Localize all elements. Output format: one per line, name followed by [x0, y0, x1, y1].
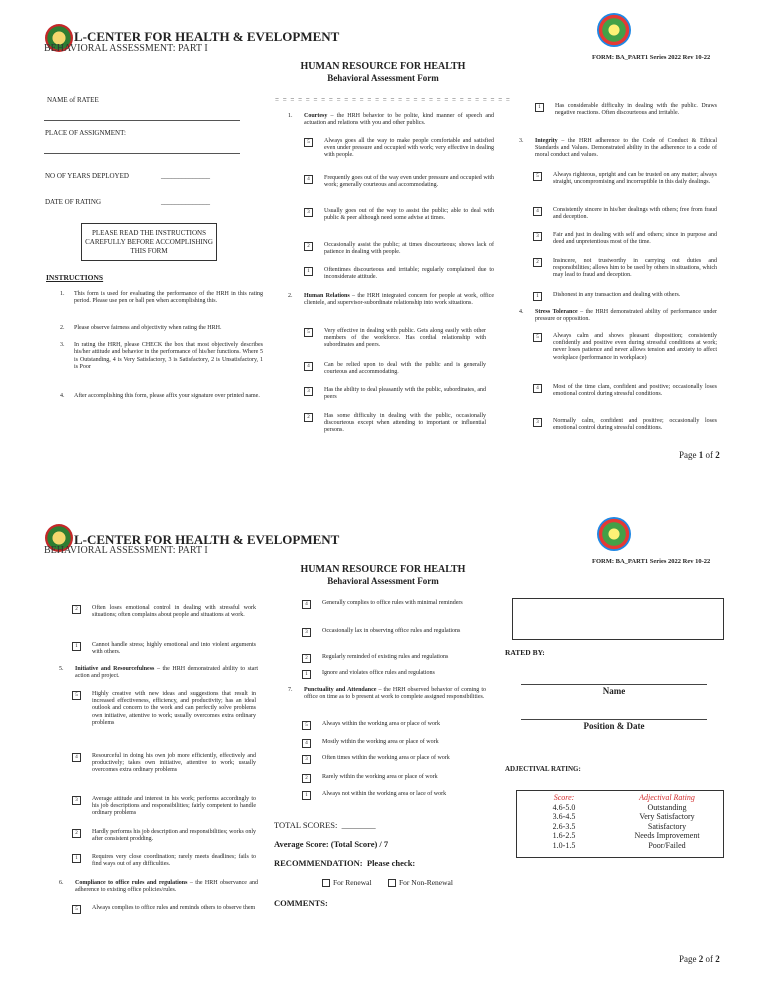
signature-box[interactable]: [512, 598, 724, 640]
years-deployed-field[interactable]: ______________: [161, 172, 210, 180]
rating-checkbox[interactable]: 5: [72, 691, 81, 700]
courtesy-option: 1 Oftentimes discourteous and irritable; regularly complained due to inconsiderate attitude.: [324, 267, 494, 281]
rating-checkbox[interactable]: 2: [72, 829, 81, 838]
rating-checkbox[interactable]: 1: [533, 292, 542, 301]
criterion-punctuality: 7. Punctuality and Attendance – the HRH observed behavior of coming to office on time as to b present at work to complete assigned responsibilities.: [288, 687, 487, 701]
non-renewal-option[interactable]: For Non-Renewal: [388, 878, 453, 887]
rating-checkbox[interactable]: 3: [72, 796, 81, 805]
score-range: 1.6-2.5: [552, 831, 576, 841]
rating-checkbox[interactable]: 4: [304, 175, 313, 184]
human-relations-option: 3 Has the ability to deal pleasantly with the public, subordinates, and peers: [324, 387, 486, 401]
assessment-part-subtitle: BEHAVIORAL ASSESSMENT: PART I: [44, 43, 208, 54]
rating-checkbox[interactable]: 4: [304, 362, 313, 371]
human-relations-option: 4 Can be relied upon to deal with the public and is generally courteous and accommodating.: [324, 362, 486, 376]
punctuality-option: 1 Always not within the working area or lace of work: [322, 791, 486, 798]
integrity-option: 4 Consistently sincere in his/her dealings with others; free from fraud and deception.: [553, 207, 717, 221]
integrity-option: 5 Always righteous, upright and can be trusted on any matter; always straight, uncompromising and incorruptible in this daily dealings.: [553, 172, 717, 186]
compliance-option: 1 Ignore and violates office rules and regulations: [322, 670, 486, 677]
average-score-label: Average Score: (Total Score) / 7: [274, 839, 389, 849]
program-logo: [597, 517, 631, 551]
assessment-part-subtitle: BEHAVIORAL ASSESSMENT: PART I: [44, 545, 208, 556]
adjective-header: Adjectival Rating: [639, 793, 695, 802]
human-relations-option: 2 Has some difficulty in dealing with the public, occasionally discourteous except when attending to important or influential persons.: [324, 413, 486, 435]
score-range: 3.6-4.5: [552, 812, 576, 822]
criterion-initiative: 5. Initiative and Resourcefulness – the HRH demonstrated ability to start action and project.: [59, 666, 258, 680]
center-name: L-CENTER FOR HEALTH & EVELOPMENT: [74, 532, 340, 547]
rating-checkbox[interactable]: 3: [302, 628, 311, 637]
instruction-item: 3. In rating the HRH, please CHECK the box that most objectively describes his/her attitude and behavior in the performance of his/her functions. Where 5 is Outstanding, 4 is Very Satisfactory, 3 is Satisfactory, 2 is Unsatisfactory, 1 is Poor: [60, 342, 263, 370]
score-range: 2.6-3.5: [552, 821, 576, 831]
stress-option: 4 Most of the time clam, confident and positive; occasionally loses emotional control during stressful conditions.: [553, 384, 717, 398]
courtesy-option: 5 Always goes all the way to make people comfortable and satisfied even under pressure and occupied with work; very effective in dealing with people.: [324, 138, 494, 160]
adjective-value: Outstanding: [647, 802, 687, 812]
rated-by-label: RATED BY:: [505, 648, 545, 657]
total-scores-field[interactable]: ________: [341, 820, 376, 830]
punctuality-option: 5 Always within the working area or place of work: [322, 721, 486, 728]
stress-option: 1 Cannot handle stress; highly emotional and into violent arguments with others.: [92, 642, 256, 656]
score-range: 4.6-5.0: [552, 802, 576, 812]
center-name: L-CENTER FOR HEALTH & EVELOPMENT: [74, 29, 340, 44]
criterion-stress-tolerance: 4. Stress Tolerance – the HRH demonstrated ability of performance under pressure or opposition.: [519, 309, 717, 323]
criterion-compliance: 6. Compliance to office rules and regulations – the HRH observance and adherence to existing office policies/rules.: [59, 880, 258, 894]
rating-checkbox[interactable]: 2: [72, 605, 81, 614]
instruction-item: 2. Please observe fairness and objectivity when rating the HRH.: [60, 325, 222, 331]
stress-option: 5 Always calm and shows pleasant disposition; consistently confidently and positive even during stressful conditions at work; never loses patience and never allows tension and anxiety to affect workplace (performance in workplace): [553, 333, 717, 362]
rating-checkbox[interactable]: 2: [304, 413, 313, 422]
rating-checkbox[interactable]: 3: [533, 418, 542, 427]
rater-name-label: Name: [602, 686, 626, 696]
renewal-option[interactable]: For Renewal: [322, 878, 372, 887]
punctuality-option: 3 Often times within the working area or place of work: [322, 755, 486, 762]
rating-checkbox[interactable]: 2: [304, 242, 313, 251]
rating-checkbox[interactable]: 1: [72, 642, 81, 651]
rater-position-line[interactable]: [521, 719, 707, 720]
form-code: FORM: BA_PART1 Series 2022 Rev 10-22: [592, 54, 711, 61]
compliance-option: 5 Always complies to office rules and reminds others to observe them: [92, 905, 256, 912]
initiative-option: 5 Highly creative with new ideas and suggestions that result in increased effectiveness, efficiency, and productivity; has an ideal outlook and concern to the work and can perfectly solve problems own initiative, attentive to work; usually overcomes extra ordinary problems: [92, 691, 256, 727]
ratee-name-field[interactable]: [44, 120, 240, 121]
rating-checkbox[interactable]: 3: [533, 232, 542, 241]
integrity-option: 1 Dishonest in any transaction and dealing with others.: [553, 292, 717, 299]
rating-checkbox[interactable]: 3: [304, 387, 313, 396]
stress-option: 3 Normally calm, confident and positive; occasionally loses emotional control during stressful conditions.: [553, 418, 717, 432]
punctuality-option: 4 Mostly within the working area or place of work: [322, 739, 486, 746]
rating-checkbox[interactable]: 5: [72, 905, 81, 914]
read-instructions-notice: PLEASE READ THE INSTRUCTIONS CAREFULLY BEFORE ACCOMPLISHING THIS FORM: [81, 223, 217, 261]
non-renewal-checkbox[interactable]: [388, 879, 396, 887]
rater-name-line[interactable]: [521, 684, 707, 685]
human-relations-option: 1 Has considerable difficulty in dealing with the public. Draws negative reactions. Often discourteous and irritable.: [555, 103, 717, 117]
form-subtitle: Behavioral Assessment Form: [327, 576, 439, 586]
human-relations-option: 5 Very effective in dealing with public. Gets along easily with other members of the workforce. Has cordial relationship with subordinates and peers.: [324, 328, 486, 350]
integrity-option: 3 Fair and just in dealing with self and others; since in purpose and deed and unpretentious most of the time.: [553, 232, 717, 246]
adjective-value: Needs Improvement: [634, 831, 700, 841]
rating-checkbox[interactable]: 5: [304, 328, 313, 337]
form-subtitle: Behavioral Assessment Form: [327, 73, 439, 83]
score-range: 1.0-1.5: [552, 840, 576, 850]
ratee-name-label: NAME of RATEE: [47, 96, 99, 104]
assignment-field[interactable]: [44, 153, 240, 154]
rating-checkbox[interactable]: 1: [302, 791, 311, 800]
rating-checkbox[interactable]: 2: [302, 654, 311, 663]
rating-checkbox[interactable]: 4: [533, 384, 542, 393]
instruction-item: 1. This form is used for evaluating the performance of the HRH in this rating period. Please use pen or ball pen when accomplishing this.: [60, 291, 263, 305]
punctuality-option: 2 Rarely within the working area or place of work: [322, 774, 486, 781]
comments-label: COMMENTS:: [274, 898, 328, 908]
rating-checkbox[interactable]: 2: [302, 774, 311, 783]
rater-position-label: Position & Date: [583, 721, 645, 731]
rating-checkbox[interactable]: 4: [533, 207, 542, 216]
score-column: [517, 793, 611, 851]
adjective-value: Very Satisfactory: [639, 812, 695, 822]
initiative-option: 4 Resourceful in doing his own job more efficiently, effectively and productively; takes own initiative, attentive to work; usually overcomes extra ordinary problems: [92, 753, 256, 775]
form-main-title: HUMAN RESOURCE FOR HEALTH: [300, 61, 466, 72]
rating-checkbox[interactable]: 1: [304, 267, 313, 276]
rating-checkbox[interactable]: 3: [304, 208, 313, 217]
criterion-human-relations: 2. Human Relations – the HRH integrated concern for people at work, office clientele, and supervisor-subordinate relationship into work situations.: [288, 293, 494, 307]
rating-checkbox[interactable]: 1: [535, 103, 544, 112]
integrity-option: 2 Insincere, not trustworthy in carrying out duties and responsibilities; allows him to be used by others in situations, which may lead to fraud and deception.: [553, 258, 717, 280]
instructions-heading: INSTRUCTIONS: [46, 273, 104, 282]
program-logo: [597, 13, 631, 47]
rating-checkbox[interactable]: 4: [72, 753, 81, 762]
rating-checkbox[interactable]: 1: [302, 670, 311, 679]
assignment-label: PLACE OF ASSIGNMENT:: [45, 129, 126, 137]
criterion-courtesy: 1. Courtesy – the HRH behavior to be polite, kind manner of speech and actuation and relations with you and other publics.: [288, 113, 494, 127]
criterion-integrity: 3. Integrity – the HRH adherence to the Code of Conduct & Ethical Standards and Values. Demonstrated ability in the adherence to a code of moral conduct and values.: [519, 138, 717, 159]
initiative-option: 1 Requires very close coordination; rarely meets deadlines; fails to find ways out of any difficulties.: [92, 854, 256, 868]
page-number: Page 2 of 2: [679, 954, 720, 964]
initiative-option: 3 Average attitude and interest in his work; performs accordingly to his job descriptions and responsibilities; fairly competent to handle ordinary problems: [92, 796, 256, 818]
courtesy-option: 3 Usually goes out of the way to assist the public; able to deal with public & peer although need some advise at times.: [324, 208, 494, 222]
compliance-option: 2 Regularly reminded of existing rules and regulations: [322, 654, 486, 661]
form-code: FORM: BA_PART1 Series 2022 Rev 10-22: [592, 558, 711, 565]
separator-line: = = = = = = = = = = = = = = = = = = = = = = = = = = = = = = =: [275, 96, 511, 104]
rating-checkbox[interactable]: 3: [302, 755, 311, 764]
rating-checkbox[interactable]: 5: [533, 172, 542, 181]
compliance-option: 3 Occasionally lax in observing office rules and regulations: [322, 628, 486, 635]
compliance-option: 4 Generally complies to office rules with minimal reminders: [322, 600, 486, 607]
courtesy-option: 2 Occasionally assist the public; at times discourteous; shows lack of patience in dealing with people.: [324, 242, 494, 256]
rating-checkbox[interactable]: 1: [72, 854, 81, 863]
rating-date-field[interactable]: ______________: [161, 198, 210, 206]
rating-checkbox[interactable]: 5: [304, 138, 313, 147]
rating-checkbox[interactable]: 5: [533, 333, 542, 342]
form-page-1: [0, 0, 768, 500]
rating-checkbox[interactable]: 2: [533, 258, 542, 267]
adjective-value: Satisfactory: [647, 821, 687, 831]
renewal-checkbox[interactable]: [322, 879, 330, 887]
rating-checkbox[interactable]: 5: [302, 721, 311, 730]
adjectival-scale-table: [516, 790, 724, 858]
recommendation-row: RECOMMENDATION: Please check:: [274, 858, 416, 868]
instruction-item: 4. After accomplishing this form, please affix your signature over printed name.: [60, 393, 260, 399]
score-header: Score:: [553, 793, 575, 802]
courtesy-option: 4 Frequently goes out of the way even under pressure and occupied with work; generally courteous and accommodating.: [324, 175, 494, 189]
adjective-column: [611, 793, 723, 851]
adjective-value: Poor/Failed: [648, 840, 686, 850]
form-main-title: HUMAN RESOURCE FOR HEALTH: [300, 564, 466, 575]
rating-checkbox[interactable]: 4: [302, 600, 311, 609]
rating-checkbox[interactable]: 4: [302, 739, 311, 748]
rating-date-label: DATE OF RATING: [45, 198, 101, 206]
adjectival-rating-heading: ADJECTIVAL RATING:: [505, 765, 581, 773]
years-deployed-label: NO OF YEARS DEPLOYED: [45, 172, 129, 180]
initiative-option: 2 Hardly performs his job description and responsibilities; works only after consistent prodding.: [92, 829, 256, 843]
stress-option: 2 Often loses emotional control in dealing with stressful work situations; often complains about people and situations at work.: [92, 605, 256, 619]
total-scores-row: TOTAL SCORES: ________: [274, 820, 376, 830]
page-number: Page 1 of 2: [679, 450, 720, 460]
